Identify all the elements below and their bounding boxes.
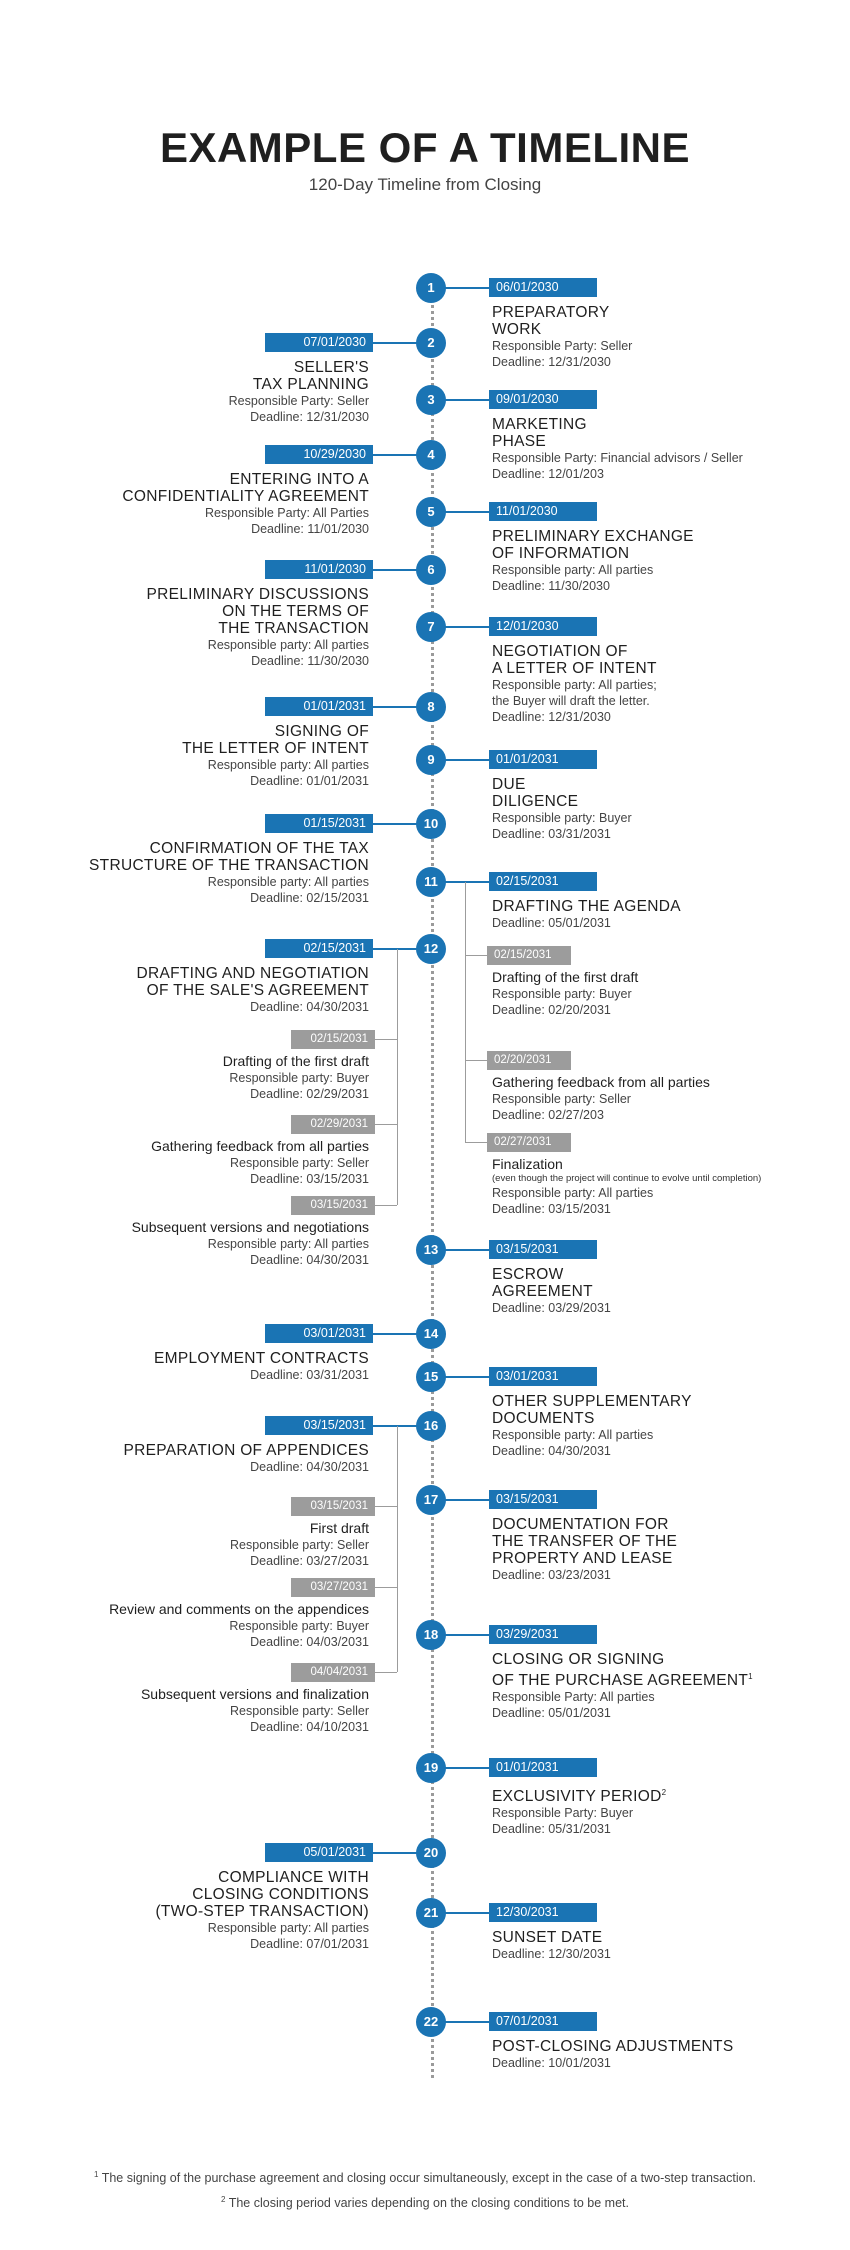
event-block — [492, 1266, 611, 1316]
event-title — [146, 586, 369, 637]
date-badge: 02/15/2031 — [265, 939, 373, 958]
step-number-node: 17 — [416, 1485, 446, 1515]
subtask-block — [230, 1520, 369, 1569]
event-block — [154, 1350, 369, 1383]
event-title — [229, 359, 369, 393]
event-details: Responsible party: All parties Deadline: 11/30/2030 — [207, 638, 369, 668]
event-details: Responsible Party: All Parties Deadline: 11/01/2030 — [205, 506, 369, 536]
date-badge: 01/01/2031 — [489, 750, 597, 769]
event-block — [492, 1516, 677, 1583]
subtask-date-badge: 02/15/2031 — [291, 1030, 375, 1049]
event-title-text: SIGNING OF THE LETTER OF INTENT — [182, 723, 369, 757]
date-badge: 03/15/2031 — [265, 1416, 373, 1435]
subtask-connector — [375, 1124, 397, 1125]
footnote-mark: 1 — [748, 1672, 753, 1681]
branch-line — [397, 949, 398, 1205]
event-title — [154, 1350, 369, 1367]
date-badge: 03/29/2031 — [489, 1625, 597, 1644]
subtask-connector — [465, 1142, 487, 1143]
subtask-date-badge: 03/27/2031 — [291, 1578, 375, 1597]
subtask-block — [132, 1219, 369, 1268]
subtask-block — [492, 1156, 761, 1217]
event-details: Responsible Party: All parties Deadline: 05/01/2031 — [492, 1690, 655, 1721]
date-badge: 12/01/2030 — [489, 617, 597, 636]
date-badge: 11/01/2030 — [489, 502, 597, 521]
subtask-details: Responsible party: All parties Deadline: 04/30/2031 — [207, 1237, 369, 1267]
event-block — [492, 643, 657, 725]
event-block — [492, 1393, 692, 1459]
subtask-details: Responsible party: Buyer Deadline: 04/03/2031 — [229, 1619, 369, 1649]
event-title — [182, 723, 369, 757]
event-details: Deadline: 04/30/2031 — [250, 1460, 369, 1474]
event-title — [492, 1784, 666, 1805]
event-title-text: PREPARATION OF APPENDICES — [123, 1442, 369, 1459]
subtask-date-badge: 04/04/2031 — [291, 1663, 375, 1682]
event-title — [492, 1516, 677, 1567]
event-details: Responsible party: All parties; the Buyer will draft the letter. Deadline: 12/31/2030 — [492, 678, 657, 724]
step-number-node: 19 — [416, 1753, 446, 1783]
subtask-block — [492, 969, 638, 1018]
event-details: Deadline: 03/29/2031 — [492, 1301, 611, 1315]
subtask-connector — [375, 1587, 397, 1588]
event-details: Deadline: 12/30/2031 — [492, 1947, 611, 1961]
branch-line — [465, 882, 466, 1142]
step-number-node: 9 — [416, 745, 446, 775]
date-badge: 07/01/2030 — [265, 333, 373, 352]
step-number-node: 12 — [416, 934, 446, 964]
branch-line — [397, 1426, 398, 1672]
step-number-node: 13 — [416, 1235, 446, 1265]
event-block — [492, 304, 632, 370]
date-badge: 09/01/2030 — [489, 390, 597, 409]
subtask-details: Responsible party: Buyer Deadline: 02/20/2031 — [492, 987, 632, 1017]
subtask-date-badge: 02/20/2031 — [487, 1051, 571, 1070]
event-block — [492, 416, 743, 482]
subtask-details: Responsible party: Seller Deadline: 03/15/2031 — [230, 1156, 369, 1186]
subtask-block — [141, 1686, 369, 1735]
step-number-node: 15 — [416, 1362, 446, 1392]
subtask-connector — [375, 1506, 397, 1507]
subtask-title: First draft — [309, 1520, 369, 1536]
event-title — [492, 1266, 611, 1300]
event-title — [492, 1393, 692, 1427]
step-number-node: 11 — [416, 867, 446, 897]
date-badge: 01/01/2031 — [489, 1758, 597, 1777]
event-title-text: DOCUMENTATION FOR THE TRANSFER OF THE PROPERTY AND LEASE — [492, 1516, 678, 1567]
event-title — [492, 416, 743, 450]
event-details: Responsible Party: Buyer Deadline: 05/31/2031 — [492, 1806, 634, 1837]
event-block — [182, 723, 369, 789]
event-title-text: EMPLOYMENT CONTRACTS — [154, 1350, 369, 1367]
event-title — [123, 1442, 369, 1459]
date-badge: 01/15/2031 — [265, 814, 373, 833]
subtask-title: Review and comments on the appendices — [109, 1601, 369, 1617]
subtask-title: Gathering feedback from all parties — [151, 1138, 369, 1154]
event-details: Deadline: 03/23/2031 — [492, 1568, 611, 1582]
event-block — [492, 898, 681, 931]
event-title-text: COMPLIANCE WITH CLOSING CONDITIONS (TWO-STEP TRANSACTION) — [155, 1869, 369, 1920]
event-title — [492, 1929, 611, 1946]
event-details: Deadline: 04/30/2031 — [250, 1000, 369, 1014]
subtask-block — [151, 1138, 369, 1187]
step-number-node: 3 — [416, 385, 446, 415]
event-title — [492, 528, 694, 562]
event-title-text: EXCLUSIVITY PERIOD — [492, 1788, 662, 1806]
event-block — [89, 840, 369, 906]
event-details: Responsible party: All parties Deadline: 02/15/2031 — [207, 875, 369, 905]
subtask-details: Responsible party: Seller Deadline: 03/27/2031 — [230, 1538, 369, 1568]
subtask-note: (even though the project will continue to evolve until completion) — [492, 1173, 762, 1184]
event-block — [492, 776, 632, 842]
date-badge: 03/01/2031 — [265, 1324, 373, 1343]
event-title-text: CONFIRMATION OF THE TAX STRUCTURE OF THE TRANSACTION — [89, 840, 369, 874]
subtask-connector — [465, 1060, 487, 1061]
subtask-details: Responsible party: Seller Deadline: 04/10/2031 — [230, 1704, 369, 1734]
event-title-text: SUNSET DATE — [492, 1929, 603, 1946]
event-title-text: POST-CLOSING ADJUSTMENTS — [492, 2038, 734, 2055]
event-title — [155, 1869, 369, 1920]
subtask-connector — [465, 955, 487, 956]
subtask-date-badge: 02/27/2031 — [487, 1133, 571, 1152]
event-details: Responsible Party: Seller Deadline: 12/31/2030 — [492, 339, 633, 369]
event-title-text: MARKETING PHASE — [492, 416, 587, 450]
event-details: Deadline: 10/01/2031 — [492, 2056, 611, 2070]
subtask-connector — [375, 1205, 397, 1206]
step-number-node: 14 — [416, 1319, 446, 1349]
event-details: Responsible party: Buyer Deadline: 03/31/2031 — [492, 811, 632, 841]
event-title — [89, 840, 369, 874]
event-title-text: DRAFTING THE AGENDA — [492, 898, 681, 915]
subtask-details: Responsible party: All parties Deadline: 03/15/2031 — [492, 1186, 654, 1216]
date-badge: 06/01/2030 — [489, 278, 597, 297]
event-title-text: NEGOTIATION OF A LETTER OF INTENT — [492, 643, 657, 677]
date-badge: 10/29/2030 — [265, 445, 373, 464]
event-block — [492, 1651, 753, 1721]
event-title-text: ENTERING INTO A CONFIDENTIALITY AGREEMENT — [122, 471, 369, 505]
date-badge: 03/01/2031 — [489, 1367, 597, 1386]
date-badge: 12/30/2031 — [489, 1903, 597, 1922]
event-block — [492, 528, 694, 594]
event-block — [492, 1784, 666, 1837]
step-number-node: 16 — [416, 1411, 446, 1441]
step-number-node: 2 — [416, 328, 446, 358]
event-title-text: CLOSING OR SIGNING OF THE PURCHASE AGREEMENT — [492, 1651, 749, 1690]
page-title: EXAMPLE OF A TIMELINE — [159, 124, 691, 171]
event-details: Responsible party: All parties Deadline: 01/01/2031 — [207, 758, 369, 788]
event-title-text: PRELIMINARY EXCHANGE OF INFORMATION — [492, 528, 694, 562]
subtask-connector — [375, 1672, 397, 1673]
step-number-node: 7 — [416, 612, 446, 642]
subtask-block — [223, 1053, 369, 1102]
event-details: Deadline: 03/31/2031 — [250, 1368, 369, 1382]
step-number-node: 20 — [416, 1838, 446, 1868]
event-block — [122, 471, 369, 537]
date-badge: 07/01/2031 — [489, 2012, 597, 2031]
event-details: Responsible party: All parties Deadline: 07/01/2031 — [207, 1921, 369, 1951]
date-badge: 11/01/2030 — [265, 560, 373, 579]
event-block — [155, 1869, 369, 1952]
event-title-text: OTHER SUPPLEMENTARY DOCUMENTS — [492, 1393, 692, 1427]
event-block — [229, 359, 369, 425]
subtask-title: Subsequent versions and finalization — [140, 1686, 369, 1702]
date-badge: 03/15/2031 — [489, 1490, 597, 1509]
subtask-block — [109, 1601, 369, 1650]
event-title — [492, 304, 632, 338]
subtask-date-badge: 03/15/2031 — [291, 1196, 375, 1215]
event-details: Responsible Party: Seller Deadline: 12/31/2030 — [228, 394, 369, 424]
step-number-node: 4 — [416, 440, 446, 470]
date-badge: 03/15/2031 — [489, 1240, 597, 1259]
footnote-2: $^2$ The closing period varies depending on the closing conditions to be met. — [221, 2195, 629, 2211]
event-title — [492, 898, 681, 915]
footnote-1: $^1$ The signing of the purchase agreement and closing occur simultaneously, except in the case of a two-step transaction. — [93, 2170, 756, 2186]
event-title — [492, 776, 632, 810]
step-number-node: 21 — [416, 1898, 446, 1928]
event-title — [136, 965, 369, 999]
event-details: Responsible Party: Financial advisors / Seller Deadline: 12/01/203 — [492, 451, 743, 481]
event-details: Responsible party: All parties Deadline: 04/30/2031 — [492, 1428, 654, 1458]
event-block — [136, 965, 369, 1015]
step-number-node: 22 — [416, 2007, 446, 2037]
subtask-date-badge: 02/15/2031 — [487, 946, 571, 965]
event-title — [492, 643, 657, 677]
subtask-connector — [375, 1039, 397, 1040]
subtask-title: Gathering feedback from all parties — [492, 1074, 710, 1090]
subtask-details: Responsible party: Buyer Deadline: 02/29/2031 — [229, 1071, 369, 1101]
page-subtitle: 120-Day Timeline from Closing — [308, 175, 542, 194]
date-badge: 02/15/2031 — [489, 872, 597, 891]
subtask-title: Drafting of the first draft — [492, 969, 639, 985]
step-number-node: 5 — [416, 497, 446, 527]
event-title-text: SELLER'S TAX PLANNING — [252, 359, 369, 393]
subtask-title: Subsequent versions and negotiations — [131, 1219, 369, 1235]
subtask-title: Finalization — [492, 1156, 563, 1172]
event-title — [492, 1651, 753, 1689]
event-details: Responsible party: All parties Deadline: 11/30/2030 — [492, 563, 654, 593]
event-block — [492, 2038, 733, 2071]
event-block — [146, 586, 369, 669]
step-number-node: 1 — [416, 273, 446, 303]
date-badge: 05/01/2031 — [265, 1843, 373, 1862]
step-number-node: 6 — [416, 555, 446, 585]
event-title — [492, 2038, 733, 2055]
step-number-node: 10 — [416, 809, 446, 839]
event-title-text: DRAFTING AND NEGOTIATION OF THE SALE'S AGREEMENT — [136, 965, 369, 999]
date-badge: 01/01/2031 — [265, 697, 373, 716]
event-block — [492, 1929, 611, 1962]
subtask-date-badge: 02/29/2031 — [291, 1115, 375, 1134]
subtask-title: Drafting of the first draft — [222, 1053, 369, 1069]
step-number-node: 8 — [416, 692, 446, 722]
event-title — [122, 471, 369, 505]
step-number-node: 18 — [416, 1620, 446, 1650]
event-title-text: ESCROW AGREEMENT — [492, 1266, 593, 1300]
subtask-details: Responsible party: Seller Deadline: 02/27/203 — [492, 1092, 631, 1122]
event-block — [123, 1442, 369, 1475]
event-details: Deadline: 05/01/2031 — [492, 916, 611, 930]
subtask-date-badge: 03/15/2031 — [291, 1497, 375, 1516]
subtask-block — [492, 1074, 710, 1123]
event-title-text: DUE DILIGENCE — [492, 776, 579, 810]
event-title-text: PREPARATORY WORK — [492, 304, 610, 338]
event-title-text: PRELIMINARY DISCUSSIONS ON THE TERMS OF THE TRANSACTION — [146, 586, 369, 637]
footnote-mark: 2 — [661, 1788, 667, 1797]
